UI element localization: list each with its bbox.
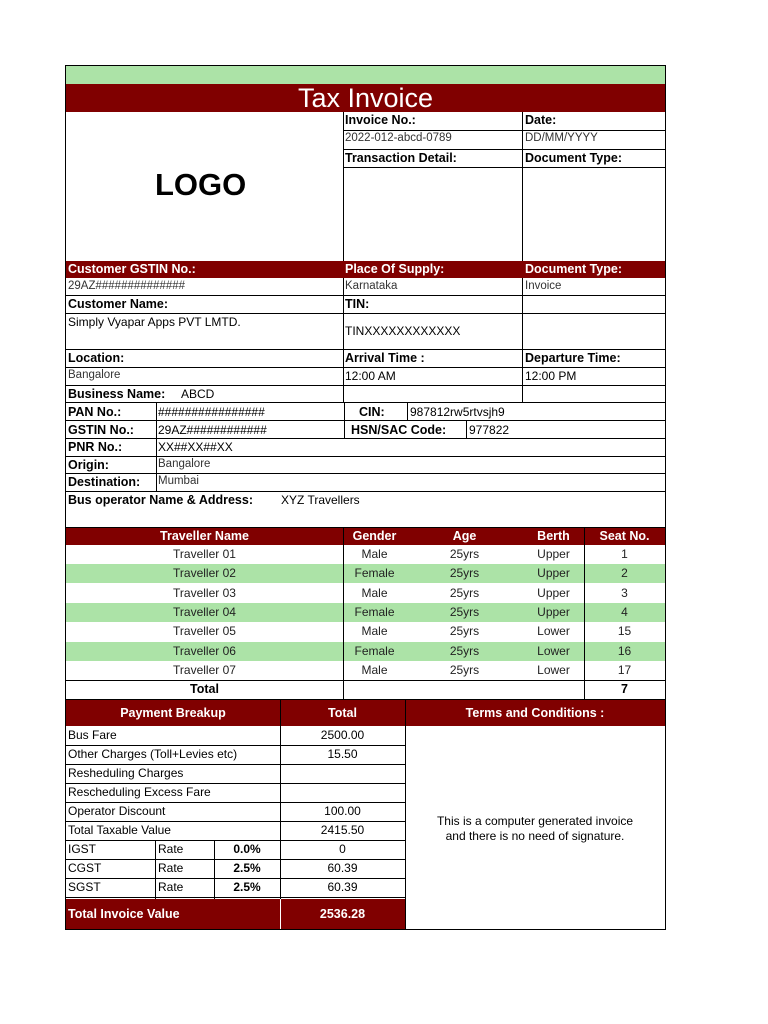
origin-value: Bangalore xyxy=(158,458,211,470)
destination-value: Mumbai xyxy=(158,475,199,487)
pnr-value: XX##XX##XX xyxy=(158,440,233,454)
tax-rate-label: Rate xyxy=(158,842,184,856)
traveller-cell-gender: Male xyxy=(361,585,388,600)
tax-rate-label: Rate xyxy=(158,880,184,894)
operator-label: Bus operator Name & Address: xyxy=(68,493,253,507)
transaction-detail-label: Transaction Detail: xyxy=(345,151,457,165)
traveller-header-seat: Seat No. xyxy=(599,529,650,543)
traveller-cell-age: 25yrs xyxy=(449,547,480,561)
location-label: Location: xyxy=(68,351,125,365)
doc-type-band-label: Document Type: xyxy=(525,262,622,276)
operator-value: XYZ Travellers xyxy=(281,493,360,507)
traveller-cell-gender: Female xyxy=(354,643,395,658)
doc-type-value: Invoice xyxy=(525,280,562,292)
payment-row-line xyxy=(66,821,405,822)
payment-label: Total Taxable Value xyxy=(68,823,171,837)
traveller-cell-name: Traveller 01 xyxy=(173,547,236,561)
traveller-cell-age: 25yrs xyxy=(449,662,480,677)
tax-name: CGST xyxy=(68,861,102,875)
gstin-label: GSTIN No.: xyxy=(68,423,134,437)
invoice-sheet xyxy=(65,65,666,930)
traveller-cell-berth: Upper xyxy=(537,585,570,600)
tax-amount: 60.39 xyxy=(327,880,358,894)
traveller-cell-seat: 16 xyxy=(617,643,632,658)
tax-row-line xyxy=(66,859,405,860)
traveller-header-gender: Gender xyxy=(352,529,397,543)
payment-row-line xyxy=(66,783,405,784)
pan-value: ################ xyxy=(158,405,265,419)
invoice-no-value: 2022-012-abcd-0789 xyxy=(345,132,452,144)
payment-breakup-header: Payment Breakup xyxy=(120,706,226,720)
tax-rate-label: Rate xyxy=(158,861,184,875)
traveller-cell-seat: 3 xyxy=(621,585,628,600)
traveller-total-label: Total xyxy=(190,682,219,696)
tax-rate-value: 2.5% xyxy=(233,880,261,894)
traveller-cell-age: 25yrs xyxy=(449,643,480,658)
hsn-value: 977822 xyxy=(469,423,510,437)
traveller-cell-name: Traveller 04 xyxy=(173,604,236,619)
origin-label: Origin: xyxy=(68,458,109,472)
tin-label: TIN: xyxy=(345,297,370,311)
traveller-cell-age: 25yrs xyxy=(449,585,480,600)
payment-label: Resheduling Charges xyxy=(68,766,184,780)
business-name-value: ABCD xyxy=(181,387,215,401)
tax-row-line xyxy=(66,897,405,898)
document-type-label: Document Type: xyxy=(525,151,622,165)
tax-amount: 60.39 xyxy=(327,861,358,875)
traveller-cell-age: 25yrs xyxy=(449,624,480,639)
traveller-cell-berth: Lower xyxy=(537,624,570,639)
traveller-cell-berth: Upper xyxy=(537,566,570,581)
cin-value: 987812rw5rtvsjh9 xyxy=(410,405,505,419)
tax-rate-value: 0.0% xyxy=(233,842,261,856)
traveller-cell-gender: Male xyxy=(361,662,388,677)
traveller-cell-name: Traveller 07 xyxy=(173,662,236,677)
traveller-cell-gender: Male xyxy=(361,624,388,639)
traveller-cell-seat: 15 xyxy=(617,624,632,639)
place-of-supply-label: Place Of Supply: xyxy=(345,262,445,276)
payment-row-line xyxy=(66,802,405,803)
payment-value: 15.50 xyxy=(327,747,358,761)
page-title: Tax Invoice xyxy=(297,83,434,113)
payment-row-line xyxy=(66,745,405,746)
traveller-cell-seat: 17 xyxy=(617,662,632,677)
location-value: Bangalore xyxy=(68,369,121,381)
grand-total-value: 2536.28 xyxy=(319,907,366,921)
pnr-label: PNR No.: xyxy=(68,440,123,454)
date-value: DD/MM/YYYY xyxy=(525,132,598,144)
customer-gstin-label: Customer GSTIN No.: xyxy=(68,262,196,276)
traveller-cell-gender: Female xyxy=(354,566,395,581)
traveller-header-age: Age xyxy=(452,529,477,543)
traveller-cell-berth: Upper xyxy=(537,604,570,619)
invoice-no-label: Invoice No.: xyxy=(345,113,416,127)
payment-value: 2415.50 xyxy=(320,823,365,837)
traveller-cell-berth: Lower xyxy=(537,643,570,658)
customer-gstin-value: 29AZ############## xyxy=(68,280,186,292)
tax-amount: 0 xyxy=(339,842,346,856)
place-of-supply-value: Karnataka xyxy=(345,280,398,292)
payment-label: Rescheduling Excess Fare xyxy=(68,785,211,799)
payment-value: 100.00 xyxy=(324,804,361,818)
traveller-cell-berth: Lower xyxy=(537,662,570,677)
top-green-band xyxy=(66,66,665,84)
payment-label: Operator Discount xyxy=(68,804,166,818)
payment-label: Bus Fare xyxy=(68,728,117,742)
destination-label: Destination: xyxy=(68,475,141,489)
pan-label: PAN No.: xyxy=(68,405,122,419)
traveller-cell-seat: 4 xyxy=(621,604,628,619)
grand-total-label: Total Invoice Value xyxy=(68,907,180,921)
customer-name-value: Simply Vyapar Apps PVT LMTD. xyxy=(68,315,241,329)
traveller-total-value: 7 xyxy=(621,682,628,696)
title-band xyxy=(66,84,665,112)
date-label: Date: xyxy=(525,113,557,127)
payment-row-line xyxy=(66,840,405,841)
traveller-cell-berth: Upper xyxy=(537,547,570,561)
traveller-cell-name: Traveller 05 xyxy=(173,624,236,639)
tax-rate-value: 2.5% xyxy=(233,861,261,875)
traveller-cell-name: Traveller 06 xyxy=(173,643,236,658)
terms-line-1: This is a computer generated invoice xyxy=(436,814,634,828)
hsn-label: HSN/SAC Code: xyxy=(351,423,447,437)
tax-name: SGST xyxy=(68,880,101,894)
arrival-time-value: 12:00 AM xyxy=(345,369,396,383)
terms-line-2: and there is no need of signature. xyxy=(445,829,625,843)
arrival-time-label: Arrival Time : xyxy=(345,351,425,365)
traveller-cell-seat: 1 xyxy=(621,547,628,561)
gstin-value: 29AZ############ xyxy=(158,423,267,437)
traveller-header-name: Traveller Name xyxy=(160,529,249,543)
traveller-cell-name: Traveller 02 xyxy=(173,566,236,581)
payment-value: 2500.00 xyxy=(320,728,365,742)
traveller-cell-age: 25yrs xyxy=(449,566,480,581)
tax-row-line xyxy=(66,878,405,879)
tax-name: IGST xyxy=(68,842,97,856)
payment-row-line xyxy=(66,764,405,765)
customer-band xyxy=(66,261,665,278)
traveller-cell-age: 25yrs xyxy=(449,604,480,619)
traveller-cell-gender: Male xyxy=(361,547,388,561)
payment-label: Other Charges (Toll+Levies etc) xyxy=(68,747,238,761)
traveller-header-berth: Berth xyxy=(537,529,570,543)
traveller-cell-gender: Female xyxy=(354,604,395,619)
departure-time-value: 12:00 PM xyxy=(525,369,577,383)
customer-name-label: Customer Name: xyxy=(68,297,169,311)
cin-label: CIN: xyxy=(359,405,385,419)
payment-total-header: Total xyxy=(328,706,357,720)
departure-time-label: Departure Time: xyxy=(525,351,621,365)
traveller-cell-name: Traveller 03 xyxy=(173,585,236,600)
traveller-cell-seat: 2 xyxy=(621,566,628,581)
business-name-label: Business Name: xyxy=(68,387,166,401)
tin-value: TINXXXXXXXXXXXX xyxy=(345,324,461,338)
logo-placeholder: LOGO xyxy=(155,167,247,202)
terms-header: Terms and Conditions : xyxy=(465,706,605,720)
